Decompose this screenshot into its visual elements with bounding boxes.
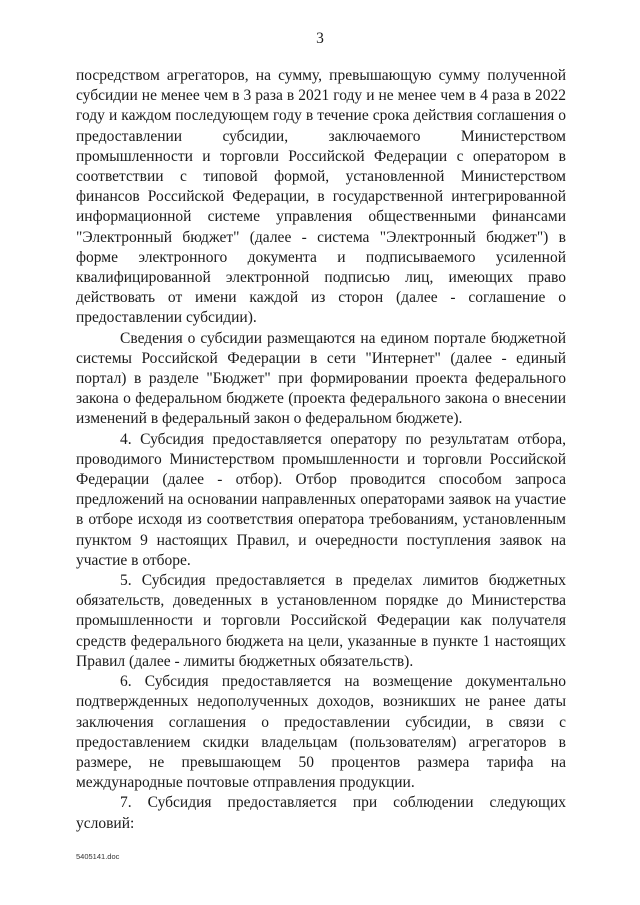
page-number: 3 <box>316 30 324 47</box>
paragraph-continuation: посредством агрегаторов, на сумму, превышающую сумму полученной субсидии не менее чем в 3 раза в 2021 году и не менее чем в 4 раза в 2022 году и каждом последующем году в течение срока действия соглашения о предоставлении субсидии, заключаемого Министерством промышленности и торговли Российской Федерации с оператором в соответствии с типовой формой, установленной Министерством финансов Российской Федерации, в государственной интегрированной информационной системе управления общественными финансами "Электронный бюджет" (далее - система "Электронный бюджет") в форме электронного документа и подписываемого усиленной квалифицированной электронной подписью лиц, имеющих право действовать от имени каждой из сторон (далее - соглашение о предоставлении субсидии). <box>76 67 566 327</box>
document-filename: 5405141.doc <box>76 852 120 861</box>
paragraph-subsidy-info: Сведения о субсидии размещаются на едином портале бюджетной системы Российской Федерации в сети "Интернет" (далее - единый портал) в разделе "Бюджет" при формировании проекта федерального закона о федеральном бюджете (проекта федерального закона о внесении изменений в федеральный закон о федеральном бюджете). <box>76 329 566 428</box>
paragraph-item-4: 4. Субсидия предоставляется оператору по результатам отбора, проводимого Министерством промышленности и торговли Российской Федерации (далее - отбор). Отбор проводится способом запроса предложений на основании направленных операторами заявок на участие в отборе исходя из соответствия оператора требованиям, установленным пунктом 9 настоящих Правил, и очередности поступления заявок на участие в отборе. <box>76 430 566 569</box>
paragraph-item-6: 6. Субсидия предоставляется на возмещение документально подтвержденных недополученных доходов, возникших не ранее даты заключения соглашения о предоставлении субсидии, в связи с предоставлением скидки владельцам (пользователям) агрегаторов в размере, не превышающем 50 процентов размера тарифа на международные почтовые отправления продукции. <box>76 673 566 792</box>
paragraph-item-7: 7. Субсидия предоставляется при соблюдении следующих условий: <box>76 794 566 832</box>
document-body <box>76 66 566 834</box>
paragraph-item-5: 5. Субсидия предоставляется в пределах лимитов бюджетных обязательств, доведенных в установленном порядке до Министерства промышленности и торговли Российской Федерации как получателя средств федерального бюджета на цели, указанные в пункте 1 настоящих Правил (далее - лимиты бюджетных обязательств). <box>76 572 566 670</box>
